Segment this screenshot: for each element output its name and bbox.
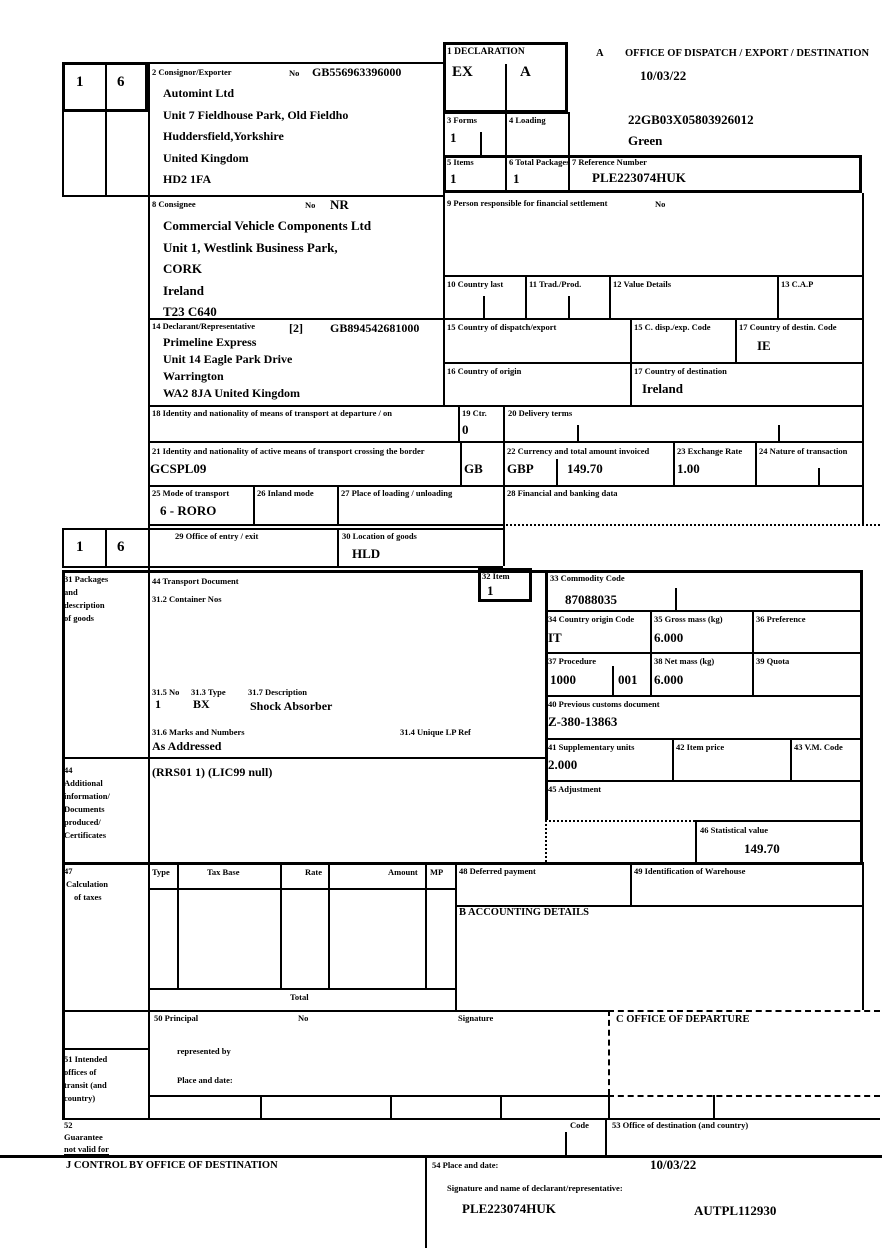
previous-document: Z-380-13863	[548, 714, 618, 729]
procedure-code-2: 001	[618, 672, 638, 687]
box44doc-label: 44 Transport Document	[152, 576, 239, 586]
consignor-line: Huddersfield,Yorkshire	[163, 129, 284, 143]
consignor-line: Unit 7 Fieldhouse Park, Old Fieldho	[163, 108, 349, 122]
marks-numbers: As Addressed	[152, 739, 222, 753]
consignor-line: HD2 1FA	[163, 172, 212, 186]
box3-label: 3 Forms	[447, 115, 477, 125]
box44-label: Additional	[64, 778, 103, 788]
box45-label: 45 Adjustment	[548, 784, 602, 794]
copy-number-1: 1	[76, 74, 84, 90]
box15-label: 15 Country of dispatch/export	[447, 322, 557, 332]
gross-mass: 6.000	[654, 630, 684, 645]
declarant-line: Primeline Express	[163, 335, 257, 349]
box48-label: 48 Deferred payment	[459, 866, 536, 876]
declaration-type: EX	[452, 64, 473, 80]
box28-label: 28 Financial and banking data	[507, 488, 618, 498]
box12-label: 12 Value Details	[613, 279, 672, 289]
representative-eori: GB894542681000	[330, 321, 420, 335]
sectionC-title: C OFFICE OF DEPARTURE	[616, 1014, 750, 1025]
exchange-rate: 1.00	[677, 461, 700, 476]
c-box-top	[608, 1010, 880, 1012]
consignee-line: Unit 1, Westlink Business Park,	[163, 240, 338, 255]
box47-label: 47	[64, 866, 73, 876]
box47-label: of taxes	[74, 892, 102, 902]
box20-label: 20 Delivery terms	[508, 408, 573, 418]
box52-label: Guarantee	[64, 1132, 103, 1142]
copy-number-6: 6	[117, 539, 125, 555]
box44-label: 44	[64, 765, 73, 775]
transport-identity: GCSPL09	[150, 461, 207, 476]
consignee-line: CORK	[163, 261, 202, 276]
officeA-code: A	[596, 48, 604, 59]
tax-col-taxbase: Tax Base	[207, 867, 240, 877]
package-type: BX	[193, 697, 210, 711]
box21-label: 21 Identity and nationality of active means of transport crossing the border	[152, 446, 425, 456]
box6-label: 6 Total Packages	[509, 157, 570, 167]
invoice-currency: GBP	[507, 461, 534, 476]
box25-label: 25 Mode of transport	[152, 488, 230, 498]
supplementary-units: 2.000	[548, 757, 578, 772]
declarant-id: AUTPL112930	[694, 1203, 777, 1218]
box31-6-label: 31.6 Marks and Numbers	[152, 727, 245, 737]
consignee-line: Ireland	[163, 283, 204, 298]
box5-value: 1	[450, 171, 457, 186]
additional-information: (RRS01 1) (LIC99 null)	[152, 765, 273, 779]
box50-no-label: No	[298, 1013, 309, 1023]
officeA-routing: Green	[628, 133, 663, 148]
box51-label: transit (and	[64, 1080, 107, 1090]
box28-dotted-bottom	[503, 524, 880, 526]
box18-label: 18 Identity and nationality of means of transport at departure / on	[152, 408, 392, 418]
destination-code: IE	[757, 338, 771, 353]
consignor-line: Automint Ltd	[163, 86, 235, 100]
box10-label: 10 Country last	[447, 279, 504, 289]
box34-label: 34 Country origin Code	[548, 614, 635, 624]
box19-label: 19 Ctr.	[462, 408, 487, 418]
goods-description: Shock Absorber	[250, 699, 333, 713]
box50-label: 50 Principal	[154, 1013, 199, 1023]
tax-col-mp: MP	[430, 867, 444, 877]
declarant-line: Unit 14 Eagle Park Drive	[163, 352, 293, 366]
sectionJ-title: J CONTROL BY OFFICE OF DESTINATION	[66, 1160, 278, 1171]
box26-label: 26 Inland mode	[257, 488, 314, 498]
box51-label: country)	[64, 1093, 96, 1103]
box17-label: 17 Country of destination	[634, 366, 727, 376]
box30-label: 30 Location of goods	[342, 531, 417, 541]
box31-label: and	[64, 587, 78, 597]
statistical-value: 149.70	[744, 841, 780, 856]
box51-label: 51 Intended	[64, 1054, 108, 1064]
transport-nationality: GB	[464, 461, 483, 476]
box8-no-label: No	[305, 200, 316, 210]
box35-label: 35 Gross mass (kg)	[654, 614, 723, 624]
invoice-amount: 149.70	[567, 461, 603, 476]
officeA-date: 10/03/22	[640, 68, 687, 83]
net-mass: 6.000	[654, 672, 684, 687]
box15a-label: 15 C. disp./exp. Code	[634, 322, 711, 332]
declaration-subtype: A	[520, 64, 531, 80]
box51-label: offices of	[64, 1067, 97, 1077]
box54-date: 10/03/22	[650, 1157, 697, 1172]
box49-label: 49 Identification of Warehouse	[634, 866, 746, 876]
box4-label: 4 Loading	[509, 115, 546, 125]
box31-3-label: 31.3 Type	[191, 687, 226, 697]
consignee-line: Commercial Vehicle Components Ltd	[163, 218, 372, 233]
box41-label: 41 Supplementary units	[548, 742, 635, 752]
sectionB-title: B ACCOUNTING DETAILS	[459, 907, 589, 918]
declarant-reference: PLE223074HUK	[462, 1201, 556, 1216]
box17a-label: 17 Country of destin. Code	[739, 322, 837, 332]
consignor-line: United Kingdom	[163, 151, 249, 165]
box50-signature-label: Signature	[458, 1013, 494, 1023]
box31-label: description	[64, 600, 105, 610]
box45-dotted-bottom	[545, 820, 695, 822]
box33-label: 33 Commodity Code	[550, 573, 625, 583]
declarant-line: Warrington	[163, 369, 224, 383]
box31-7-label: 31.7 Description	[248, 687, 308, 697]
box44-label: Documents	[64, 804, 105, 814]
box40-label: 40 Previous customs document	[548, 699, 660, 709]
box31-2-label: 31.2 Container Nos	[152, 594, 222, 604]
box31-label: of goods	[64, 613, 94, 623]
box32-label: 32 Item	[482, 571, 510, 581]
box6-value: 1	[513, 171, 520, 186]
box27-label: 27 Place of loading / unloading	[341, 488, 453, 498]
copy-number-6: 6	[117, 74, 125, 90]
box46-label: 46 Statistical value	[700, 825, 768, 835]
box19-value: 0	[462, 422, 469, 437]
box38-label: 38 Net mass (kg)	[654, 656, 715, 666]
box31-4-label: 31.4 Unique LP Ref	[400, 727, 471, 737]
box52-label: not valid for	[64, 1144, 109, 1154]
box8-label: 8 Consignee	[152, 199, 196, 209]
tax-col-type: Type	[152, 867, 170, 877]
box54-label: 54 Place and date:	[432, 1160, 499, 1170]
box9-no-label: No	[655, 199, 666, 209]
consignor-eori: GB556963396000	[312, 65, 402, 79]
box42-label: 42 Item price	[676, 742, 725, 752]
box37-label: 37 Procedure	[548, 656, 597, 666]
box31-label: 31 Packages	[64, 574, 109, 584]
representative-code: [2]	[289, 321, 303, 335]
goods-location: HLD	[352, 546, 381, 561]
box54-signature-label: Signature and name of declarant/representative:	[447, 1183, 623, 1193]
box52-code-label: Code	[570, 1120, 589, 1130]
box47-label: Calculation	[66, 879, 109, 889]
reference-number: PLE223074HUK	[592, 170, 686, 185]
officeA-mrn: 22GB03X05803926012	[628, 112, 754, 127]
box50-represented-label: represented by	[177, 1046, 231, 1056]
box50-place-label: Place and date:	[177, 1075, 233, 1085]
box9-label: 9 Person responsible for financial settlement	[447, 198, 608, 208]
tax-col-amount: Amount	[388, 867, 418, 877]
officeA-title: OFFICE OF DISPATCH / EXPORT / DESTINATION	[625, 48, 870, 59]
box16-label: 16 Country of origin	[447, 366, 522, 376]
box44-label: Certificates	[64, 830, 107, 840]
package-count: 1	[155, 697, 161, 711]
box31-5-label: 31.5 No	[152, 687, 180, 697]
procedure-code: 1000	[550, 672, 576, 687]
tax-col-rate: Rate	[305, 867, 322, 877]
c-box-left	[608, 1010, 610, 1095]
tax-total-label: Total	[290, 992, 309, 1002]
box13-label: 13 C.A.P	[781, 279, 814, 289]
box3-value: 1	[450, 130, 457, 145]
origin-country-code: IT	[548, 630, 562, 645]
commodity-code: 87088035	[565, 592, 617, 607]
box44-label: produced/	[64, 817, 101, 827]
box23-label: 23 Exchange Rate	[677, 446, 743, 456]
box53-label: 53 Office of destination (and country)	[612, 1120, 749, 1130]
box2-no-label: No	[289, 68, 300, 78]
box5-label: 5 Items	[447, 157, 474, 167]
c-box-bottom	[608, 1095, 880, 1097]
box43-label: 43 V.M. Code	[794, 742, 843, 752]
box39-label: 39 Quota	[756, 656, 790, 666]
box7-label: 7 Reference Number	[572, 157, 647, 167]
box29-label: 29 Office of entry / exit	[175, 531, 259, 541]
box44-label: information/	[64, 791, 110, 801]
transport-mode: 6 - RORO	[160, 503, 217, 518]
box24-label: 24 Nature of transaction	[759, 446, 848, 456]
box36-label: 36 Preference	[756, 614, 806, 624]
box2-label: 2 Consignor/Exporter	[152, 67, 232, 77]
copy-number-1: 1	[76, 539, 84, 555]
consignee-id: NR	[330, 197, 349, 212]
box22-label: 22 Currency and total amount invoiced	[507, 446, 650, 456]
box14-label: 14 Declarant/Representative	[152, 321, 255, 331]
box52-label: 52	[64, 1120, 73, 1130]
box1-label: 1 DECLARATION	[447, 47, 525, 57]
consignee-line: T23 C640	[163, 304, 217, 319]
item-number: 1	[487, 583, 494, 598]
declarant-line: WA2 8JA United Kingdom	[163, 386, 301, 400]
box11-label: 11 Trad./Prod.	[529, 279, 582, 289]
destination-country: Ireland	[642, 381, 683, 396]
